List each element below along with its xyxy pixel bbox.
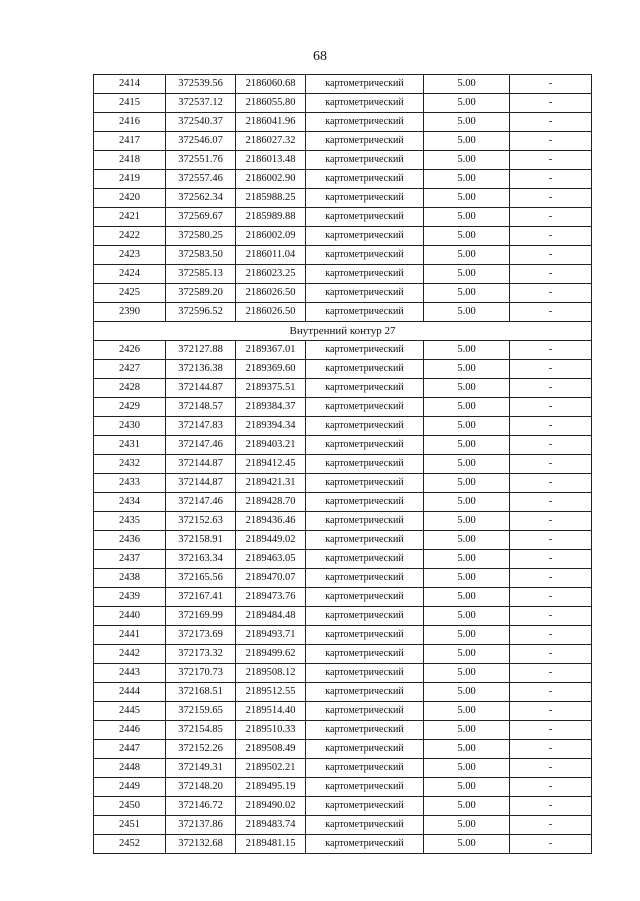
y-coordinate-cell: 2189495.19 (236, 778, 306, 797)
method-cell: картометрический (306, 303, 424, 322)
accuracy-cell: 5.00 (424, 626, 510, 645)
method-cell: картометрический (306, 379, 424, 398)
table-row (94, 512, 592, 531)
description-cell: - (510, 512, 592, 531)
method-cell: картометрический (306, 360, 424, 379)
table-row (94, 702, 592, 721)
accuracy-cell: 5.00 (424, 740, 510, 759)
method-cell: картометрический (306, 816, 424, 835)
accuracy-cell: 5.00 (424, 512, 510, 531)
accuracy-cell: 5.00 (424, 664, 510, 683)
x-coordinate-cell: 372147.46 (166, 436, 236, 455)
method-cell: картометрический (306, 284, 424, 303)
accuracy-cell: 5.00 (424, 284, 510, 303)
table-row (94, 436, 592, 455)
table-row (94, 360, 592, 379)
method-cell: картометрический (306, 75, 424, 94)
x-coordinate-cell: 372148.57 (166, 398, 236, 417)
point-number-cell: 2450 (94, 797, 166, 816)
y-coordinate-cell: 2189403.21 (236, 436, 306, 455)
method-cell: картометрический (306, 493, 424, 512)
point-number-cell: 2433 (94, 474, 166, 493)
point-number-cell: 2447 (94, 740, 166, 759)
point-number-cell: 2441 (94, 626, 166, 645)
y-coordinate-cell: 2189394.34 (236, 417, 306, 436)
description-cell: - (510, 151, 592, 170)
method-cell: картометрический (306, 227, 424, 246)
x-coordinate-cell: 372583.50 (166, 246, 236, 265)
description-cell: - (510, 75, 592, 94)
table-row (94, 284, 592, 303)
y-coordinate-cell: 2186041.96 (236, 113, 306, 132)
method-cell: картометрический (306, 208, 424, 227)
accuracy-cell: 5.00 (424, 531, 510, 550)
y-coordinate-cell: 2189369.60 (236, 360, 306, 379)
point-number-cell: 2428 (94, 379, 166, 398)
point-number-cell: 2439 (94, 588, 166, 607)
point-number-cell: 2442 (94, 645, 166, 664)
method-cell: картометрический (306, 246, 424, 265)
table-row (94, 132, 592, 151)
y-coordinate-cell: 2189512.55 (236, 683, 306, 702)
x-coordinate-cell: 372557.46 (166, 170, 236, 189)
table-row (94, 113, 592, 132)
method-cell: картометрический (306, 645, 424, 664)
x-coordinate-cell: 372596.52 (166, 303, 236, 322)
point-number-cell: 2416 (94, 113, 166, 132)
coordinates-table-body (94, 75, 592, 854)
point-number-cell: 2446 (94, 721, 166, 740)
x-coordinate-cell: 372173.32 (166, 645, 236, 664)
point-number-cell: 2422 (94, 227, 166, 246)
accuracy-cell: 5.00 (424, 835, 510, 854)
method-cell: картометрический (306, 341, 424, 360)
point-number-cell: 2429 (94, 398, 166, 417)
table-row (94, 246, 592, 265)
y-coordinate-cell: 2186011.04 (236, 246, 306, 265)
point-number-cell: 2415 (94, 94, 166, 113)
table-row (94, 493, 592, 512)
point-number-cell: 2390 (94, 303, 166, 322)
table-row (94, 189, 592, 208)
point-number-cell: 2443 (94, 664, 166, 683)
method-cell: картометрический (306, 569, 424, 588)
method-cell: картометрический (306, 683, 424, 702)
point-number-cell: 2419 (94, 170, 166, 189)
accuracy-cell: 5.00 (424, 455, 510, 474)
table-row (94, 341, 592, 360)
method-cell: картометрический (306, 664, 424, 683)
description-cell: - (510, 797, 592, 816)
description-cell: - (510, 227, 592, 246)
page-number: 68 (313, 49, 327, 64)
table-row (94, 569, 592, 588)
description-cell: - (510, 170, 592, 189)
accuracy-cell: 5.00 (424, 797, 510, 816)
method-cell: картометрический (306, 94, 424, 113)
method-cell: картометрический (306, 398, 424, 417)
x-coordinate-cell: 372546.07 (166, 132, 236, 151)
description-cell: - (510, 759, 592, 778)
accuracy-cell: 5.00 (424, 417, 510, 436)
point-number-cell: 2440 (94, 607, 166, 626)
point-number-cell: 2418 (94, 151, 166, 170)
table-row (94, 626, 592, 645)
y-coordinate-cell: 2189510.33 (236, 721, 306, 740)
table-row (94, 683, 592, 702)
point-number-cell: 2420 (94, 189, 166, 208)
table-row (94, 778, 592, 797)
accuracy-cell: 5.00 (424, 341, 510, 360)
method-cell: картометрический (306, 626, 424, 645)
method-cell: картометрический (306, 588, 424, 607)
accuracy-cell: 5.00 (424, 132, 510, 151)
y-coordinate-cell: 2189367.01 (236, 341, 306, 360)
table-row (94, 721, 592, 740)
x-coordinate-cell: 372149.31 (166, 759, 236, 778)
point-number-cell: 2452 (94, 835, 166, 854)
point-number-cell: 2426 (94, 341, 166, 360)
point-number-cell: 2417 (94, 132, 166, 151)
x-coordinate-cell: 372165.56 (166, 569, 236, 588)
accuracy-cell: 5.00 (424, 816, 510, 835)
table-row (94, 265, 592, 284)
description-cell: - (510, 246, 592, 265)
accuracy-cell: 5.00 (424, 702, 510, 721)
y-coordinate-cell: 2186023.25 (236, 265, 306, 284)
table-row (94, 740, 592, 759)
x-coordinate-cell: 372537.12 (166, 94, 236, 113)
method-cell: картометрический (306, 740, 424, 759)
table-row (94, 474, 592, 493)
x-coordinate-cell: 372144.87 (166, 474, 236, 493)
method-cell: картометрический (306, 550, 424, 569)
section-header: Внутренний контур 27 (94, 322, 592, 341)
point-number-cell: 2449 (94, 778, 166, 797)
y-coordinate-cell: 2186026.50 (236, 284, 306, 303)
y-coordinate-cell: 2189463.05 (236, 550, 306, 569)
description-cell: - (510, 284, 592, 303)
table-row (94, 417, 592, 436)
table-row (94, 664, 592, 683)
description-cell: - (510, 360, 592, 379)
table-row (94, 303, 592, 322)
method-cell: картометрический (306, 702, 424, 721)
x-coordinate-cell: 372170.73 (166, 664, 236, 683)
point-number-cell: 2435 (94, 512, 166, 531)
table-row (94, 645, 592, 664)
accuracy-cell: 5.00 (424, 303, 510, 322)
x-coordinate-cell: 372163.34 (166, 550, 236, 569)
point-number-cell: 2444 (94, 683, 166, 702)
y-coordinate-cell: 2189384.37 (236, 398, 306, 417)
accuracy-cell: 5.00 (424, 227, 510, 246)
y-coordinate-cell: 2186060.68 (236, 75, 306, 94)
table-row (94, 151, 592, 170)
section-header-row (94, 322, 592, 341)
y-coordinate-cell: 2189514.40 (236, 702, 306, 721)
y-coordinate-cell: 2189436.46 (236, 512, 306, 531)
table-row (94, 531, 592, 550)
method-cell: картометрический (306, 170, 424, 189)
accuracy-cell: 5.00 (424, 588, 510, 607)
table-row (94, 759, 592, 778)
table-row (94, 607, 592, 626)
description-cell: - (510, 474, 592, 493)
description-cell: - (510, 550, 592, 569)
method-cell: картометрический (306, 265, 424, 284)
method-cell: картометрический (306, 721, 424, 740)
table-row (94, 208, 592, 227)
x-coordinate-cell: 372137.86 (166, 816, 236, 835)
method-cell: картометрический (306, 512, 424, 531)
table-row (94, 588, 592, 607)
description-cell: - (510, 303, 592, 322)
y-coordinate-cell: 2189470.07 (236, 569, 306, 588)
y-coordinate-cell: 2186027.32 (236, 132, 306, 151)
point-number-cell: 2438 (94, 569, 166, 588)
y-coordinate-cell: 2189484.48 (236, 607, 306, 626)
description-cell: - (510, 436, 592, 455)
description-cell: - (510, 189, 592, 208)
y-coordinate-cell: 2189412.45 (236, 455, 306, 474)
description-cell: - (510, 493, 592, 512)
method-cell: картометрический (306, 778, 424, 797)
y-coordinate-cell: 2186055.80 (236, 94, 306, 113)
x-coordinate-cell: 372152.26 (166, 740, 236, 759)
description-cell: - (510, 569, 592, 588)
x-coordinate-cell: 372585.13 (166, 265, 236, 284)
y-coordinate-cell: 2189375.51 (236, 379, 306, 398)
x-coordinate-cell: 372136.38 (166, 360, 236, 379)
description-cell: - (510, 740, 592, 759)
description-cell: - (510, 132, 592, 151)
method-cell: картометрический (306, 189, 424, 208)
y-coordinate-cell: 2185988.25 (236, 189, 306, 208)
description-cell: - (510, 379, 592, 398)
accuracy-cell: 5.00 (424, 379, 510, 398)
description-cell: - (510, 778, 592, 797)
x-coordinate-cell: 372167.41 (166, 588, 236, 607)
accuracy-cell: 5.00 (424, 569, 510, 588)
description-cell: - (510, 455, 592, 474)
x-coordinate-cell: 372144.87 (166, 455, 236, 474)
x-coordinate-cell: 372144.87 (166, 379, 236, 398)
accuracy-cell: 5.00 (424, 246, 510, 265)
accuracy-cell: 5.00 (424, 113, 510, 132)
method-cell: картометрический (306, 417, 424, 436)
y-coordinate-cell: 2189473.76 (236, 588, 306, 607)
description-cell: - (510, 607, 592, 626)
point-number-cell: 2424 (94, 265, 166, 284)
accuracy-cell: 5.00 (424, 398, 510, 417)
accuracy-cell: 5.00 (424, 94, 510, 113)
x-coordinate-cell: 372159.65 (166, 702, 236, 721)
accuracy-cell: 5.00 (424, 75, 510, 94)
table-row (94, 227, 592, 246)
y-coordinate-cell: 2186002.09 (236, 227, 306, 246)
y-coordinate-cell: 2189481.15 (236, 835, 306, 854)
point-number-cell: 2436 (94, 531, 166, 550)
x-coordinate-cell: 372148.20 (166, 778, 236, 797)
description-cell: - (510, 835, 592, 854)
method-cell: картометрический (306, 151, 424, 170)
table-row (94, 455, 592, 474)
x-coordinate-cell: 372147.46 (166, 493, 236, 512)
table-row (94, 75, 592, 94)
description-cell: - (510, 683, 592, 702)
point-number-cell: 2425 (94, 284, 166, 303)
point-number-cell: 2432 (94, 455, 166, 474)
description-cell: - (510, 341, 592, 360)
point-number-cell: 2434 (94, 493, 166, 512)
x-coordinate-cell: 372132.68 (166, 835, 236, 854)
accuracy-cell: 5.00 (424, 683, 510, 702)
method-cell: картометрический (306, 474, 424, 493)
x-coordinate-cell: 372551.76 (166, 151, 236, 170)
accuracy-cell: 5.00 (424, 721, 510, 740)
y-coordinate-cell: 2189508.12 (236, 664, 306, 683)
y-coordinate-cell: 2189428.70 (236, 493, 306, 512)
table-row (94, 379, 592, 398)
method-cell: картометрический (306, 607, 424, 626)
table-row (94, 398, 592, 417)
x-coordinate-cell: 372154.85 (166, 721, 236, 740)
x-coordinate-cell: 372168.51 (166, 683, 236, 702)
y-coordinate-cell: 2189502.21 (236, 759, 306, 778)
accuracy-cell: 5.00 (424, 474, 510, 493)
x-coordinate-cell: 372562.34 (166, 189, 236, 208)
table-row (94, 94, 592, 113)
description-cell: - (510, 664, 592, 683)
accuracy-cell: 5.00 (424, 189, 510, 208)
point-number-cell: 2437 (94, 550, 166, 569)
accuracy-cell: 5.00 (424, 550, 510, 569)
table-row (94, 797, 592, 816)
accuracy-cell: 5.00 (424, 151, 510, 170)
description-cell: - (510, 531, 592, 550)
point-number-cell: 2414 (94, 75, 166, 94)
y-coordinate-cell: 2189490.02 (236, 797, 306, 816)
accuracy-cell: 5.00 (424, 208, 510, 227)
y-coordinate-cell: 2189483.74 (236, 816, 306, 835)
x-coordinate-cell: 372173.69 (166, 626, 236, 645)
y-coordinate-cell: 2189508.49 (236, 740, 306, 759)
x-coordinate-cell: 372169.99 (166, 607, 236, 626)
method-cell: картометрический (306, 835, 424, 854)
description-cell: - (510, 721, 592, 740)
x-coordinate-cell: 372589.20 (166, 284, 236, 303)
method-cell: картометрический (306, 531, 424, 550)
y-coordinate-cell: 2185989.88 (236, 208, 306, 227)
y-coordinate-cell: 2189499.62 (236, 645, 306, 664)
description-cell: - (510, 626, 592, 645)
accuracy-cell: 5.00 (424, 645, 510, 664)
description-cell: - (510, 417, 592, 436)
point-number-cell: 2427 (94, 360, 166, 379)
y-coordinate-cell: 2189421.31 (236, 474, 306, 493)
y-coordinate-cell: 2189493.71 (236, 626, 306, 645)
point-number-cell: 2430 (94, 417, 166, 436)
table-row (94, 550, 592, 569)
accuracy-cell: 5.00 (424, 607, 510, 626)
table-row (94, 835, 592, 854)
description-cell: - (510, 94, 592, 113)
accuracy-cell: 5.00 (424, 778, 510, 797)
description-cell: - (510, 816, 592, 835)
point-number-cell: 2421 (94, 208, 166, 227)
x-coordinate-cell: 372539.56 (166, 75, 236, 94)
accuracy-cell: 5.00 (424, 360, 510, 379)
x-coordinate-cell: 372540.37 (166, 113, 236, 132)
x-coordinate-cell: 372152.63 (166, 512, 236, 531)
coordinates-table (93, 74, 592, 854)
method-cell: картометрический (306, 132, 424, 151)
x-coordinate-cell: 372146.72 (166, 797, 236, 816)
method-cell: картометрический (306, 113, 424, 132)
y-coordinate-cell: 2186013.48 (236, 151, 306, 170)
point-number-cell: 2431 (94, 436, 166, 455)
description-cell: - (510, 208, 592, 227)
x-coordinate-cell: 372158.91 (166, 531, 236, 550)
description-cell: - (510, 265, 592, 284)
accuracy-cell: 5.00 (424, 759, 510, 778)
x-coordinate-cell: 372580.25 (166, 227, 236, 246)
description-cell: - (510, 588, 592, 607)
x-coordinate-cell: 372127.88 (166, 341, 236, 360)
point-number-cell: 2448 (94, 759, 166, 778)
description-cell: - (510, 645, 592, 664)
description-cell: - (510, 702, 592, 721)
method-cell: картометрический (306, 436, 424, 455)
method-cell: картометрический (306, 759, 424, 778)
y-coordinate-cell: 2189449.02 (236, 531, 306, 550)
table-row (94, 816, 592, 835)
accuracy-cell: 5.00 (424, 265, 510, 284)
description-cell: - (510, 113, 592, 132)
x-coordinate-cell: 372569.67 (166, 208, 236, 227)
y-coordinate-cell: 2186002.90 (236, 170, 306, 189)
accuracy-cell: 5.00 (424, 170, 510, 189)
x-coordinate-cell: 372147.83 (166, 417, 236, 436)
method-cell: картометрический (306, 797, 424, 816)
point-number-cell: 2451 (94, 816, 166, 835)
table-row (94, 170, 592, 189)
point-number-cell: 2445 (94, 702, 166, 721)
method-cell: картометрический (306, 455, 424, 474)
accuracy-cell: 5.00 (424, 493, 510, 512)
point-number-cell: 2423 (94, 246, 166, 265)
accuracy-cell: 5.00 (424, 436, 510, 455)
description-cell: - (510, 398, 592, 417)
y-coordinate-cell: 2186026.50 (236, 303, 306, 322)
